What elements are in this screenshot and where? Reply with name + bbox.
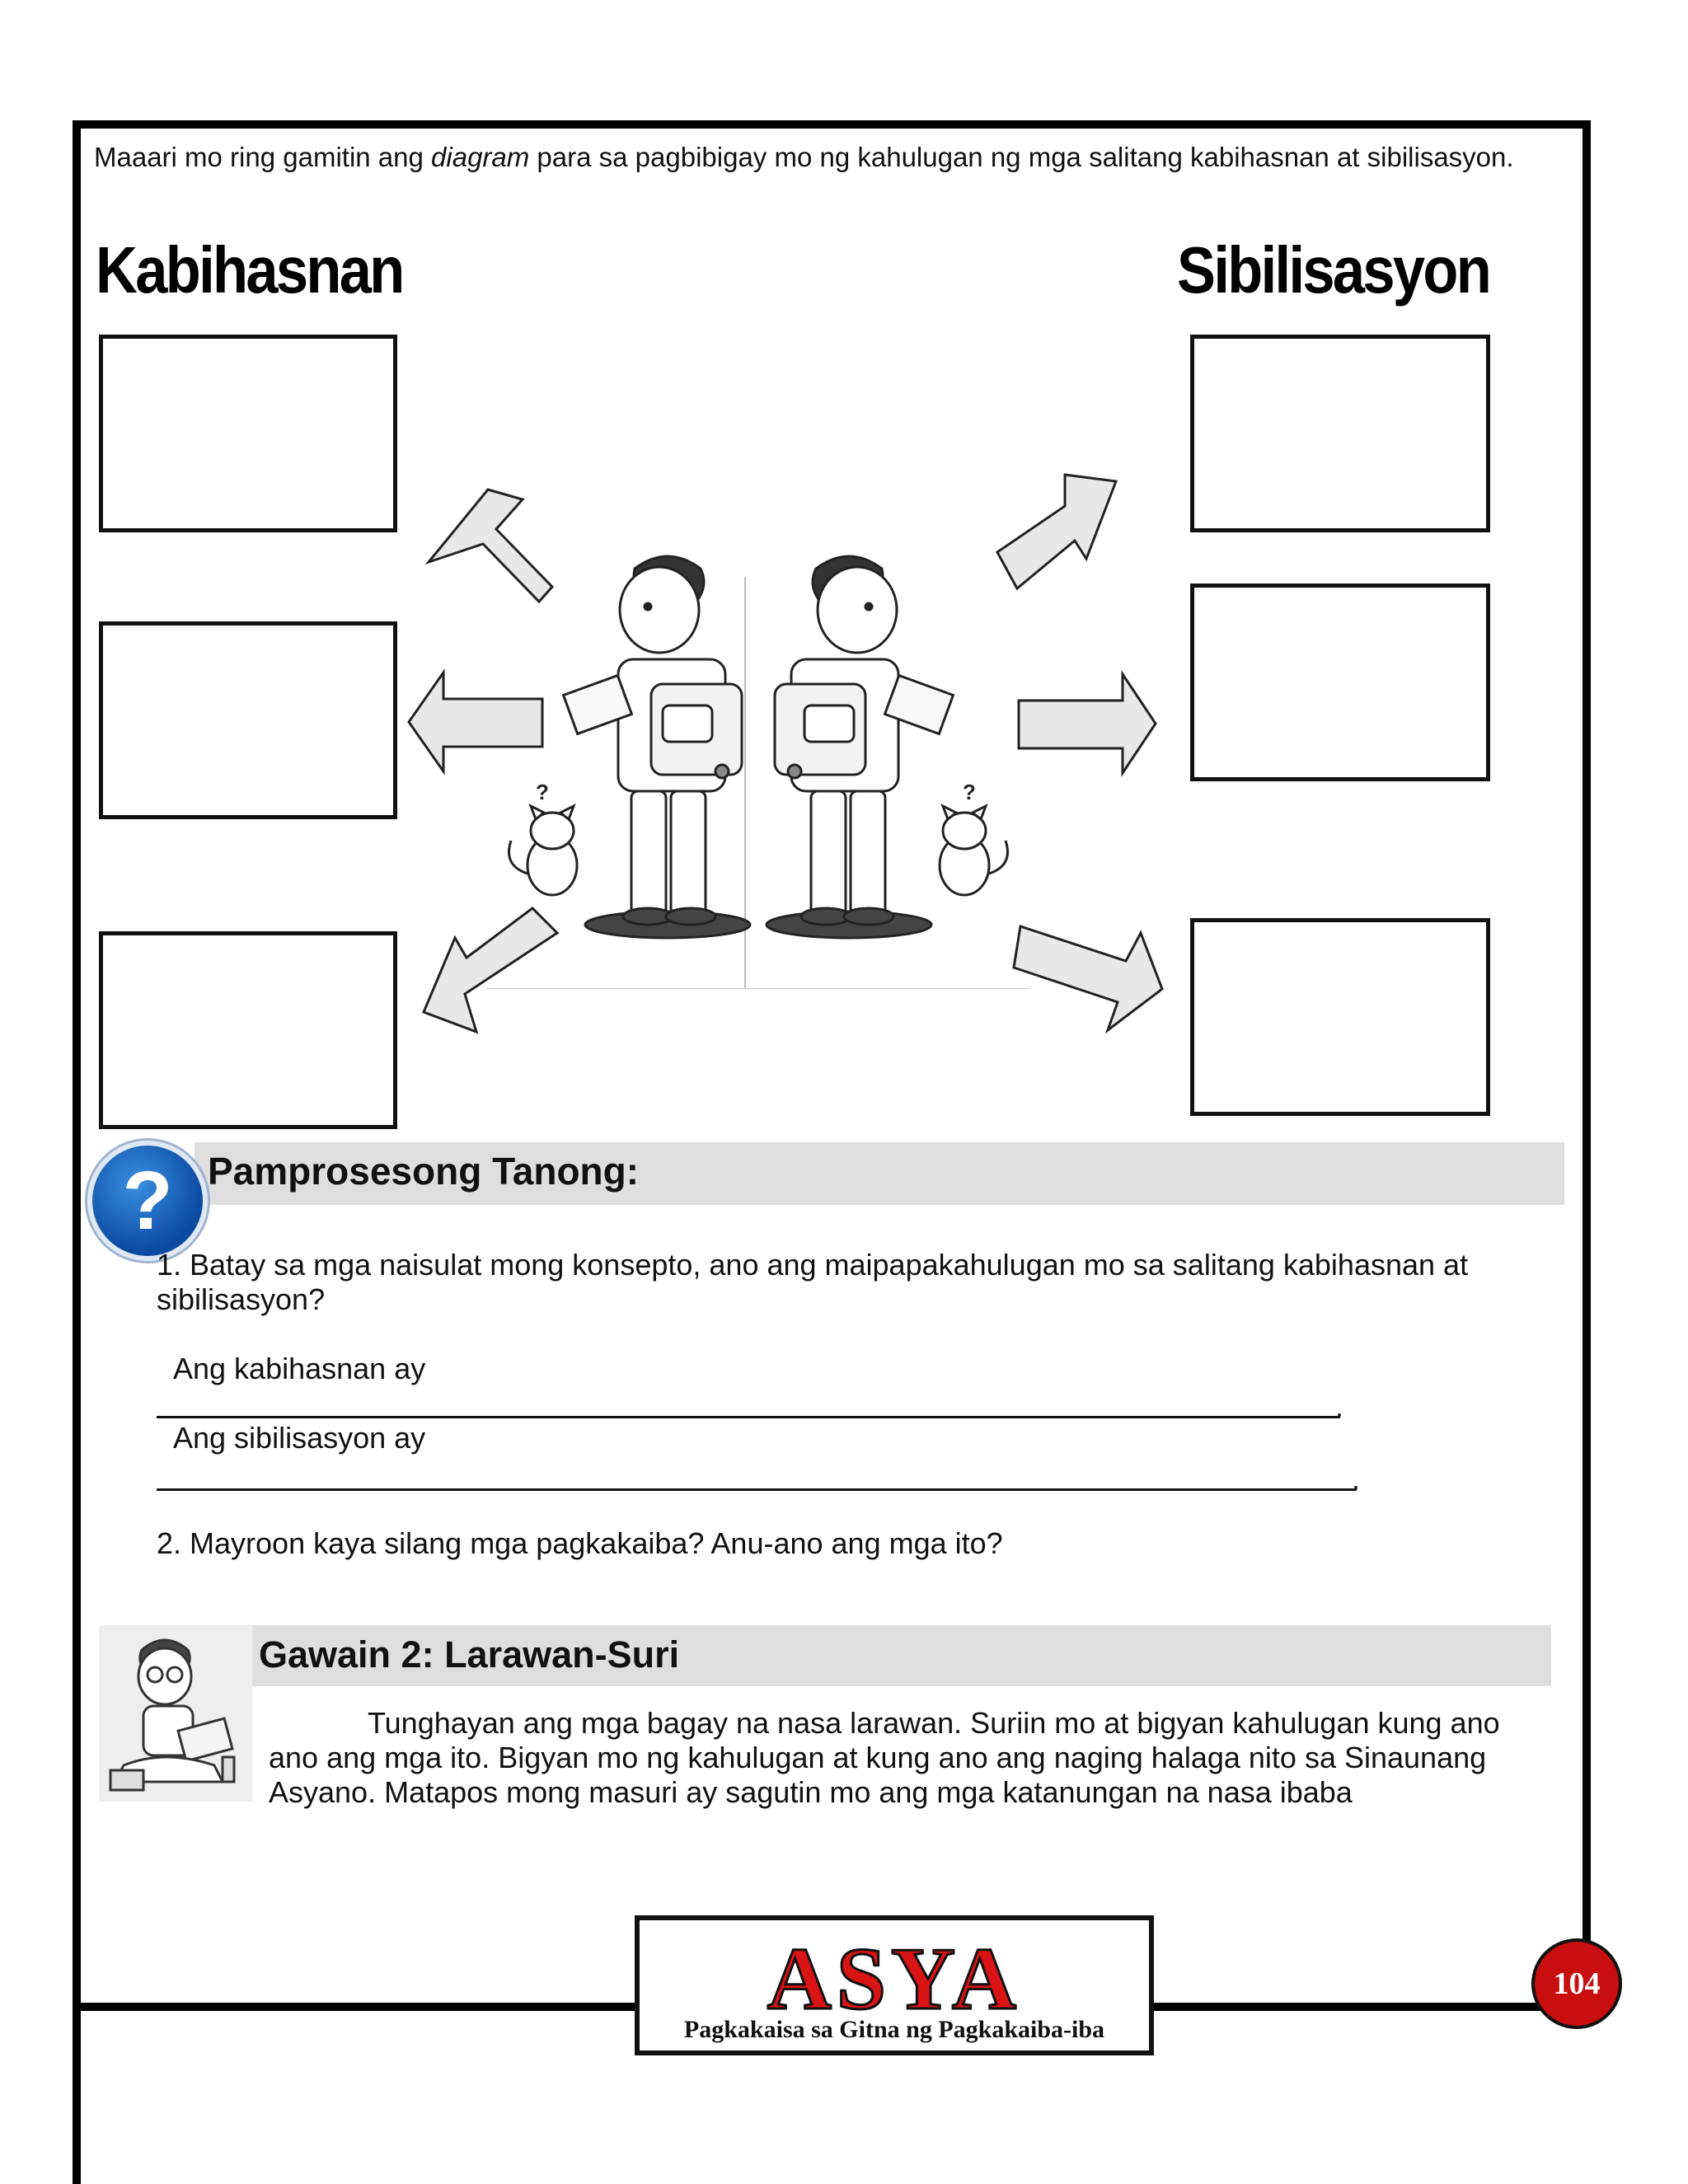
intro-text-start: Maaari mo ring gamitin ang [94, 142, 432, 172]
sibilisasyon-answer-box[interactable] [1190, 918, 1490, 1116]
right-cat-question-mark: ? [963, 780, 976, 804]
studying-boy-icon [99, 1625, 252, 1802]
gawain-paragraph: Tunghayan ang mga bagay na nasa larawan. Suriin mo at bigyan kahulugan kung ano ano ang mga ito. Bigyan mo ng kahulugan at kung ano ang naging halaga nito sa Sinaunang Asyano. Matapos mong masuri ay sagutin mo ang mga katanungan na nasa ibaba [269, 1706, 1500, 1809]
answer-2-label: Ang sibilisasyon ay [173, 1421, 426, 1455]
answer-1-label: Ang kabihasnan ay [173, 1352, 426, 1385]
sibilisasyon-answer-box[interactable] [1190, 335, 1490, 532]
kabihasnan-answer-box[interactable] [99, 931, 397, 1129]
answer-1-period: . [1335, 1390, 1344, 1423]
sibilisasyon-answer-box[interactable] [1190, 583, 1490, 781]
left-boy-figure [509, 556, 751, 938]
arrow-down-right-icon [1012, 913, 1169, 1037]
intro-text [94, 142, 1578, 173]
asya-logo-tagline: Pagkakaisa sa Gitna ng Pagkakaiba-iba [683, 2016, 1105, 2043]
kabihasnan-answer-box[interactable] [99, 335, 397, 532]
sibilisasyon-heading: Sibilisasyon [1177, 233, 1490, 307]
kabihasnan-answer-box[interactable] [99, 621, 397, 819]
studying-boy-image [99, 1625, 252, 1802]
asya-logo [635, 1915, 1154, 2055]
question-mark-icon: ? [87, 1141, 208, 1261]
kabihasnan-heading: Kabihasnan [96, 233, 403, 307]
page-frame-left [73, 120, 81, 2184]
intro-text-italic: diagram [431, 142, 530, 172]
right-boy-figure [767, 556, 1008, 938]
asya-logo-word: ASYA [767, 1930, 1022, 2028]
questions-title: Pamprosesong Tanong: [208, 1150, 640, 1193]
question-2: 2. Mayroon kaya silang mga pagkakaiba? Anu-ano ang mga ito? [157, 1526, 1003, 1560]
answer-2-period: . [1352, 1462, 1361, 1496]
gawain-title: Gawain 2: Larawan-Suri [259, 1633, 680, 1675]
page-number-badge: 104 [1531, 1938, 1622, 2029]
left-cat-question-mark: ? [536, 780, 549, 804]
answer-1-line[interactable] [157, 1416, 1340, 1418]
question-1: 1. Batay sa mga naisulat mong konsepto, ano ang maipapakahulugan mo sa salitang kabihasnan at sibilisasyon? [157, 1248, 1469, 1316]
answer-2-line[interactable] [157, 1488, 1357, 1491]
page-frame-top [73, 120, 1591, 129]
arrow-right-icon [1014, 668, 1162, 783]
boys-illustration [486, 544, 1030, 989]
page-frame-right [1582, 120, 1591, 2008]
intro-text-end: para sa pagbibigay mo ng kahulugan ng mga salitang kabihasnan at sibilisasyon. [529, 142, 1514, 172]
